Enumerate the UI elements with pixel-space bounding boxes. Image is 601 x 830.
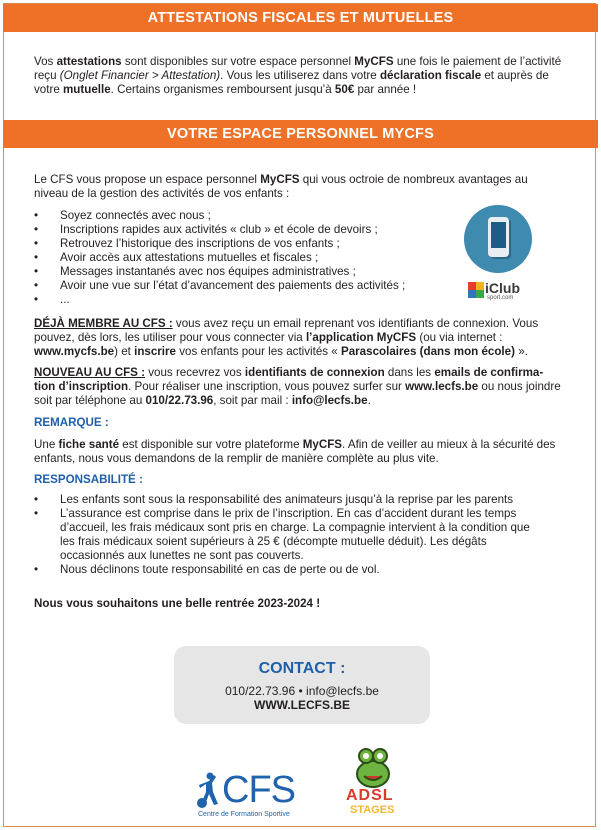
remark-paragraph: Une fiche santé est disponible sur votre plateforme MyCFS. Afin de veiller au mieux à la sécurité des enfants, nous vous demandons de la remplir de manière complète au plus vite.: [34, 438, 556, 465]
list-item: • Avoir accès aux attestations mutuelles et fiscales ;: [34, 251, 454, 265]
contact-website[interactable]: WWW.LECFS.BE: [254, 698, 350, 712]
iclub-subtitle: sport.com: [487, 295, 514, 301]
cfs-tagline: Centre de Formation Sportive: [198, 811, 290, 818]
list-item: • Nous déclinons toute responsabilité en cas de perte ou de vol.: [34, 563, 534, 577]
list-item: • Messages instantanés avec nos équipes administratives ;: [34, 265, 454, 279]
athlete-icon: [196, 772, 222, 810]
list-item: • L’assurance est comprise dans le prix de l’inscription. En cas d’accident durant les temps d’accueil, les frais médicaux sont pris en charge. La compagnie intervient à la condition que les frais médicaux soient supérieurs à 25 € (décompte mutuelle déduit). Les dégâts occasionnés aux lunettes ne sont pas couverts.: [34, 507, 534, 563]
list-item: • Soyez connectés avec nous ;: [34, 209, 454, 223]
new-member-label: NOUVEAU AU CFS :: [34, 366, 146, 379]
iclub-logo: [468, 280, 538, 304]
closing-message: Nous vous souhaitons une belle rentrée 2023-2024 !: [34, 597, 321, 610]
lecfs-link[interactable]: www.lecfs.be: [405, 380, 479, 393]
contact-title: CONTACT :: [258, 660, 346, 677]
existing-member-paragraph: DÉJÀ MEMBRE AU CFS : vous avez reçu un email reprenant vos identifiants de connexion. Vous pouvez, dès lors, les utiliser pour vous connecter via l’application MyCFS (ou via internet : www.mycfs.be) et inscrire vos enfants pour les activités « Parascolaires (dans mon école) ».: [34, 317, 539, 358]
section-title-mycfs: VOTRE ESPACE PERSONNEL MYCFS: [3, 120, 598, 148]
list-item: • Avoir une vue sur l’état d’avancement des paiements des activités ;: [34, 279, 454, 293]
responsibility-heading: RESPONSABILITÉ :: [34, 473, 143, 486]
list-item: • Retrouvez l’historique des inscriptions de vos enfants ;: [34, 237, 454, 251]
contact-line: 010/22.73.96 • info@lecfs.be: [225, 684, 379, 698]
remark-heading: REMARQUE :: [34, 416, 109, 429]
iclub-puzzle-icon: [468, 282, 484, 298]
frog-mascot-icon: [348, 746, 398, 790]
mycfs-link[interactable]: www.mycfs.be: [34, 345, 115, 358]
cfs-letters: CFS: [222, 769, 295, 811]
adsl-stages-logo: [340, 746, 410, 822]
list-item: • ...: [34, 293, 454, 307]
adsl-wordmark: ADSL: [346, 787, 394, 804]
list-item: • Inscriptions rapides aux activités « club » et école de devoirs ;: [34, 223, 454, 237]
cfs-logo: [196, 770, 316, 820]
phone-number: 010/22.73.96: [145, 394, 214, 407]
mobile-app-icon: [464, 205, 532, 273]
adsl-stages-label: STAGES: [350, 804, 395, 816]
attestations-paragraph: Vos attestations sont disponibles sur votre espace personnel MyCFS une fois le paiement de l’activité reçu (Onglet Financier > Attestation). Vous les utiliserez dans votre déclaration fiscale et auprès de votre mutuelle. Certains organismes remboursent jusqu’à 50€ par année !: [34, 55, 562, 96]
list-item: • Les enfants sont sous la responsabilité des animateurs jusqu’à la reprise par les parents: [34, 493, 534, 507]
new-member-paragraph: NOUVEAU AU CFS : vous recevrez vos identifiants de connexion dans les emails de confirma-tion d’inscription. Pour réaliser une inscription, vous pouvez surfer sur www.lecfs.be ou nous joindre soit par téléphone au 010/22.73.96, soit par mail : info@lecfs.be.: [34, 366, 561, 407]
iclub-name: iClub: [485, 280, 520, 296]
section-title-attestations: ATTESTATIONS FISCALES ET MUTUELLES: [3, 4, 598, 32]
responsibility-list: [34, 493, 534, 577]
existing-member-label: DÉJÀ MEMBRE AU CFS :: [34, 317, 173, 330]
contact-box: [174, 646, 430, 724]
contact-phone: 010/22.73.96: [225, 684, 296, 698]
mycfs-intro: Le CFS vous propose un espace personnel MyCFS qui vous octroie de nombreux avantages au niveau de la gestion des activités de vos enfants :: [34, 173, 528, 200]
mycfs-benefits-list: [34, 209, 454, 307]
email-link[interactable]: info@lecfs.be: [291, 394, 368, 407]
contact-email[interactable]: info@lecfs.be: [306, 684, 379, 698]
